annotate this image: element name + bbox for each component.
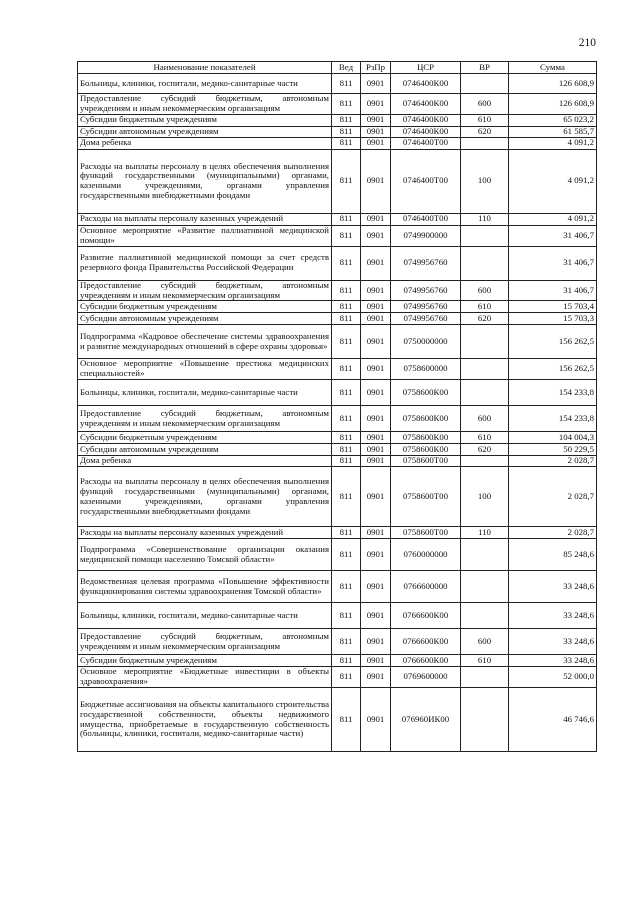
row-csr: 0746400Т00	[391, 137, 461, 149]
row-rzpr: 0901	[361, 629, 391, 655]
row-name: Расходы на выплаты персоналу в целях обеспечения выполнения функций государственными (муниципальными) органами, казенными учреждениями, органами управления государственными внебюджетными фондами	[78, 149, 332, 213]
row-sum: 85 248,6	[509, 539, 597, 571]
row-vr	[461, 380, 509, 406]
row-rzpr: 0901	[361, 655, 391, 667]
table-row	[78, 137, 597, 149]
row-csr: 0746400К00	[391, 94, 461, 115]
row-name: Субсидии бюджетным учреждениям	[78, 301, 332, 313]
row-name: Бюджетные ассигнования на объекты капитального строительства государственной собственности, объекты недвижимого имущества, приобретаемые в государственную собственность (больницы, клиники, госпитали, медико-санитарные части)	[78, 688, 332, 752]
row-vr: 620	[461, 126, 509, 137]
table-row	[78, 571, 597, 603]
header-csr: ЦСР	[391, 62, 461, 74]
row-csr: 0749956760	[391, 301, 461, 313]
row-sum: 33 248,6	[509, 571, 597, 603]
row-rzpr: 0901	[361, 225, 391, 246]
row-vr: 110	[461, 213, 509, 225]
row-rzpr: 0901	[361, 571, 391, 603]
row-name: Расходы на выплаты персоналу казенных учреждений	[78, 527, 332, 539]
row-ved: 811	[332, 325, 361, 359]
row-ved: 811	[332, 527, 361, 539]
row-sum: 126 608,9	[509, 74, 597, 94]
row-ved: 811	[332, 688, 361, 752]
row-vr	[461, 246, 509, 280]
page-number: 210	[578, 37, 596, 49]
row-name: Субсидии автономным учреждениям	[78, 126, 332, 137]
row-rzpr: 0901	[361, 527, 391, 539]
row-name: Ведомственная целевая программа «Повышение эффективности функционирования системы здравоохранения Томской области»	[78, 571, 332, 603]
row-vr: 600	[461, 94, 509, 115]
row-ved: 811	[332, 432, 361, 444]
table-row	[78, 149, 597, 213]
table-row	[78, 325, 597, 359]
row-rzpr: 0901	[361, 432, 391, 444]
row-vr: 610	[461, 301, 509, 313]
row-ved: 811	[332, 114, 361, 126]
row-sum: 61 585,7	[509, 126, 597, 137]
row-ved: 811	[332, 225, 361, 246]
row-ved: 811	[332, 137, 361, 149]
row-name: Развитие паллиативной медицинской помощи за счет средств резервного фонда Правительства Российской Федерации	[78, 246, 332, 280]
header-sum: Сумма	[509, 62, 597, 74]
table-row	[78, 380, 597, 406]
row-ved: 811	[332, 467, 361, 527]
row-sum: 50 229,5	[509, 444, 597, 456]
row-name: Субсидии бюджетным учреждениям	[78, 655, 332, 667]
row-sum: 2 028,7	[509, 527, 597, 539]
table-row	[78, 527, 597, 539]
row-name: Предоставление субсидий бюджетным, автономным учреждениям и иным некоммерческим организациям	[78, 406, 332, 432]
row-vr: 600	[461, 280, 509, 301]
row-csr: 0766600К00	[391, 655, 461, 667]
row-rzpr: 0901	[361, 149, 391, 213]
row-rzpr: 0901	[361, 301, 391, 313]
row-ved: 811	[332, 126, 361, 137]
row-sum: 33 248,6	[509, 629, 597, 655]
row-sum: 15 703,3	[509, 313, 597, 325]
row-ved: 811	[332, 571, 361, 603]
table-row	[78, 359, 597, 380]
row-csr: 0746400К00	[391, 74, 461, 94]
row-ved: 811	[332, 301, 361, 313]
row-ved: 811	[332, 359, 361, 380]
row-rzpr: 0901	[361, 137, 391, 149]
row-name: Больницы, клиники, госпитали, медико-санитарные части	[78, 603, 332, 629]
row-name: Предоставление субсидий бюджетным, автономным учреждениям и иным некоммерческим организациям	[78, 280, 332, 301]
row-vr: 100	[461, 149, 509, 213]
row-csr: 0758600К00	[391, 444, 461, 456]
row-sum: 154 233,8	[509, 380, 597, 406]
row-csr: 0758600К00	[391, 406, 461, 432]
table-row	[78, 126, 597, 137]
row-ved: 811	[332, 406, 361, 432]
row-ved: 811	[332, 629, 361, 655]
row-rzpr: 0901	[361, 444, 391, 456]
row-rzpr: 0901	[361, 280, 391, 301]
table-row	[78, 688, 597, 752]
row-ved: 811	[332, 655, 361, 667]
row-sum: 52 000,0	[509, 667, 597, 688]
row-csr: 0766600000	[391, 571, 461, 603]
table-row	[78, 301, 597, 313]
row-vr	[461, 688, 509, 752]
row-vr	[461, 456, 509, 467]
row-sum: 4 091,2	[509, 213, 597, 225]
table-row	[78, 655, 597, 667]
row-name: Подпрограмма «Кадровое обеспечение системы здравоохранения и развитие международных отношений в сфере охраны здоровья»	[78, 325, 332, 359]
row-rzpr: 0901	[361, 688, 391, 752]
row-ved: 811	[332, 456, 361, 467]
row-sum: 15 703,4	[509, 301, 597, 313]
row-csr: 0746400К00	[391, 114, 461, 126]
row-sum: 4 091,2	[509, 137, 597, 149]
row-csr: 0746400Т00	[391, 213, 461, 225]
row-vr: 600	[461, 629, 509, 655]
row-ved: 811	[332, 667, 361, 688]
row-sum: 33 248,6	[509, 603, 597, 629]
table-header-row	[78, 62, 597, 74]
table-row	[78, 406, 597, 432]
row-vr: 610	[461, 655, 509, 667]
row-vr: 110	[461, 527, 509, 539]
row-name: Дома ребенка	[78, 137, 332, 149]
row-ved: 811	[332, 74, 361, 94]
row-name: Больницы, клиники, госпитали, медико-санитарные части	[78, 380, 332, 406]
row-sum: 4 091,2	[509, 149, 597, 213]
row-name: Подпрограмма «Совершенствование организации оказания медицинской помощи населению Томской области»	[78, 539, 332, 571]
header-rzpr: РзПр	[361, 62, 391, 74]
row-rzpr: 0901	[361, 667, 391, 688]
row-ved: 811	[332, 444, 361, 456]
row-sum: 65 023,2	[509, 114, 597, 126]
table-row	[78, 603, 597, 629]
row-ved: 811	[332, 213, 361, 225]
row-name: Предоставление субсидий бюджетным, автономным учреждениям и иным некоммерческим организациям	[78, 629, 332, 655]
row-ved: 811	[332, 603, 361, 629]
row-sum: 2 028,7	[509, 467, 597, 527]
row-ved: 811	[332, 246, 361, 280]
row-name: Основное мероприятие «Бюджетные инвестиции в объекты здравоохранения»	[78, 667, 332, 688]
row-name: Основное мероприятие «Развитие паллиативной медицинской помощи»	[78, 225, 332, 246]
row-csr: 0746400К00	[391, 126, 461, 137]
row-sum: 31 406,7	[509, 225, 597, 246]
row-csr: 0758600Т00	[391, 527, 461, 539]
row-sum: 154 233,8	[509, 406, 597, 432]
row-rzpr: 0901	[361, 456, 391, 467]
row-csr: 0758600Т00	[391, 467, 461, 527]
table-row	[78, 94, 597, 115]
budget-table	[77, 61, 597, 752]
row-sum: 156 262,5	[509, 325, 597, 359]
row-csr: 0758600К00	[391, 432, 461, 444]
row-rzpr: 0901	[361, 74, 391, 94]
row-ved: 811	[332, 380, 361, 406]
row-rzpr: 0901	[361, 603, 391, 629]
row-vr	[461, 325, 509, 359]
row-csr: 0749956760	[391, 313, 461, 325]
table-row	[78, 114, 597, 126]
row-rzpr: 0901	[361, 213, 391, 225]
row-rzpr: 0901	[361, 114, 391, 126]
row-sum: 31 406,7	[509, 280, 597, 301]
row-ved: 811	[332, 149, 361, 213]
table-row	[78, 456, 597, 467]
row-sum: 126 608,9	[509, 94, 597, 115]
row-vr: 620	[461, 444, 509, 456]
row-rzpr: 0901	[361, 246, 391, 280]
row-name: Дома ребенка	[78, 456, 332, 467]
row-vr	[461, 603, 509, 629]
row-rzpr: 0901	[361, 406, 391, 432]
row-vr: 610	[461, 114, 509, 126]
row-name: Субсидии бюджетным учреждениям	[78, 432, 332, 444]
row-sum: 156 262,5	[509, 359, 597, 380]
row-name: Расходы на выплаты персоналу казенных учреждений	[78, 213, 332, 225]
table-row	[78, 539, 597, 571]
row-csr: 076960ИК00	[391, 688, 461, 752]
row-ved: 811	[332, 280, 361, 301]
row-rzpr: 0901	[361, 467, 391, 527]
row-csr: 0766600К00	[391, 629, 461, 655]
row-csr: 0758600000	[391, 359, 461, 380]
table-row	[78, 444, 597, 456]
row-vr	[461, 225, 509, 246]
row-vr	[461, 137, 509, 149]
row-csr: 0758600К00	[391, 380, 461, 406]
row-vr	[461, 74, 509, 94]
row-vr	[461, 539, 509, 571]
table-row	[78, 225, 597, 246]
row-sum: 2 028,7	[509, 456, 597, 467]
row-csr: 0769600000	[391, 667, 461, 688]
table-row	[78, 313, 597, 325]
table-row	[78, 629, 597, 655]
row-csr: 0749956760	[391, 246, 461, 280]
row-sum: 46 746,6	[509, 688, 597, 752]
table-row	[78, 467, 597, 527]
header-vr: ВР	[461, 62, 509, 74]
row-vr	[461, 359, 509, 380]
row-vr	[461, 571, 509, 603]
row-rzpr: 0901	[361, 325, 391, 359]
row-csr: 0749956760	[391, 280, 461, 301]
row-ved: 811	[332, 539, 361, 571]
row-ved: 811	[332, 94, 361, 115]
row-rzpr: 0901	[361, 126, 391, 137]
row-rzpr: 0901	[361, 313, 391, 325]
table-row	[78, 280, 597, 301]
row-vr: 100	[461, 467, 509, 527]
row-csr: 0758600Т00	[391, 456, 461, 467]
row-csr: 0749900000	[391, 225, 461, 246]
row-csr: 0746400Т00	[391, 149, 461, 213]
table-row	[78, 246, 597, 280]
table-row	[78, 74, 597, 94]
table-row	[78, 432, 597, 444]
table-row	[78, 213, 597, 225]
row-ved: 811	[332, 313, 361, 325]
row-vr: 610	[461, 432, 509, 444]
table-row	[78, 667, 597, 688]
row-sum: 33 248,6	[509, 655, 597, 667]
row-csr: 0766600К00	[391, 603, 461, 629]
row-rzpr: 0901	[361, 94, 391, 115]
row-sum: 104 004,3	[509, 432, 597, 444]
row-csr: 0750000000	[391, 325, 461, 359]
header-ved: Вед	[332, 62, 361, 74]
row-rzpr: 0901	[361, 380, 391, 406]
row-rzpr: 0901	[361, 539, 391, 571]
row-name: Больницы, клиники, госпитали, медико-санитарные части	[78, 74, 332, 94]
row-vr: 600	[461, 406, 509, 432]
row-name: Расходы на выплаты персоналу в целях обеспечения выполнения функций государственными (муниципальными) органами, казенными учреждениями, органами управления государственными внебюджетными фондами	[78, 467, 332, 527]
row-name: Основное мероприятие «Повышение престижа медицинских специальностей»	[78, 359, 332, 380]
row-vr	[461, 667, 509, 688]
row-csr: 0760000000	[391, 539, 461, 571]
row-vr: 620	[461, 313, 509, 325]
row-name: Субсидии автономным учреждениям	[78, 313, 332, 325]
row-name: Предоставление субсидий бюджетным, автономным учреждениям и иным некоммерческим организациям	[78, 94, 332, 115]
row-rzpr: 0901	[361, 359, 391, 380]
row-sum: 31 406,7	[509, 246, 597, 280]
row-name: Субсидии бюджетным учреждениям	[78, 114, 332, 126]
row-name: Субсидии автономным учреждениям	[78, 444, 332, 456]
header-name: Наименование показателей	[78, 62, 332, 74]
